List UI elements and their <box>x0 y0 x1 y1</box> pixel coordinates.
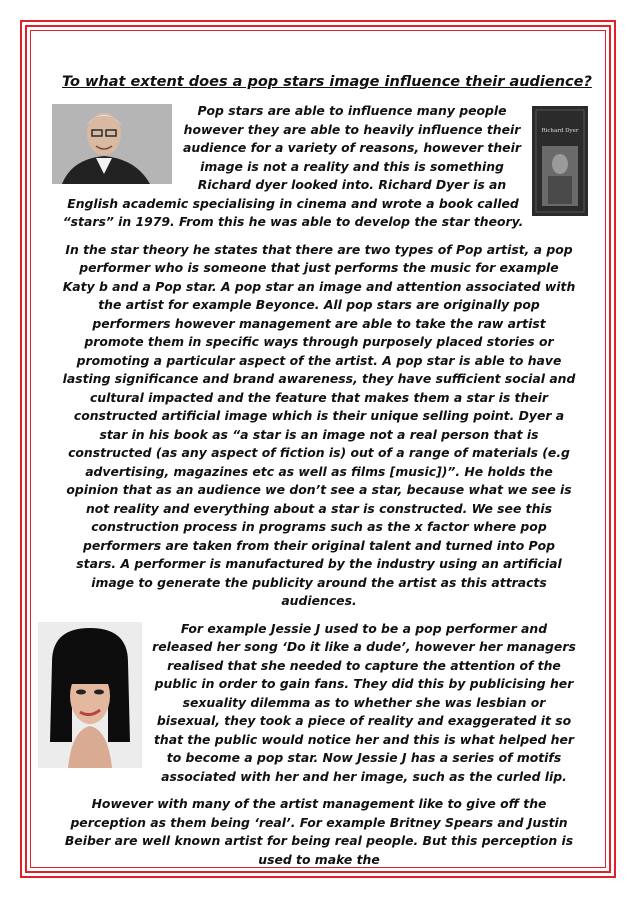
paragraph-star-theory: In the star theory he states that there are two types of Pop artist, a pop performer who is someone that just performs the music for example Katy b and a Pop star. A pop star an image and attention associated with the artist for example Beyonce. All pop stars are originally pop performers however management are able to take the raw artist promote them in specific ways through purposely placed stories or promoting a particular aspect of the artist. A pop star is able to have lasting significance and brand awareness, they have sufficient social and cultural impacted and the feature that makes them a star is their constructed artificial image which is their unique selling point. Dyer a star in his book as “a star is an image not a real person that is constructed (as any aspect of fiction is) out of a range of materials (e.g advertising, magazines etc as well as films [music])”. He holds the opinion that as an audience we don’t see a star, because what we see is not reality and everything about a star is constructed. We see this construction process in programs such as the x factor where pop performers are taken from their original talent and turned into Pop stars. A performer is manufactured by the industry using an artificial image to generate the publicity around the artist as this attracts audiences. <box>62 241 576 608</box>
paragraph-intro: Pop stars are able to influence many people however they are able to heavily influence their audience for a variety of reasons, however their image is not a reality and this is something Richard dyer looked into. Richard Dyer is an English academic specialising in cinema and wrote a book called “stars” in 1979. From this he was able to develop the star theory. <box>62 103 524 229</box>
stars-book-cover <box>532 106 588 216</box>
jessie-j-photo <box>38 622 142 768</box>
paragraph-real-perception: However with many of the artist management like to give off the perception as them being ‘real’. For example Britney Spears and Justin Beiber are well known artist for being real people. But this perception is used to make the <box>64 796 574 867</box>
book-cover-title: Richard Dyer <box>541 128 579 134</box>
paragraph-jessie-j: For example Jessie J used to be a pop performer and released her song ‘Do it like a dude’, however her managers realised that she needed to capture the attention of the public in order to gain fans. They did this by publicising her sexuality dilemma as to whether she was lesbian or bisexual, they took a piece of reality and exaggerated it so that the public would notice her and this is what helped her to become a pop star. Now Jessie J has a series of motifs associated with her and her image, such as the curled lip. <box>152 620 576 784</box>
document-body <box>62 72 592 878</box>
page-title: To what extent does a pop stars image influence their audience? <box>62 74 592 90</box>
richard-dyer-photo <box>52 104 172 184</box>
